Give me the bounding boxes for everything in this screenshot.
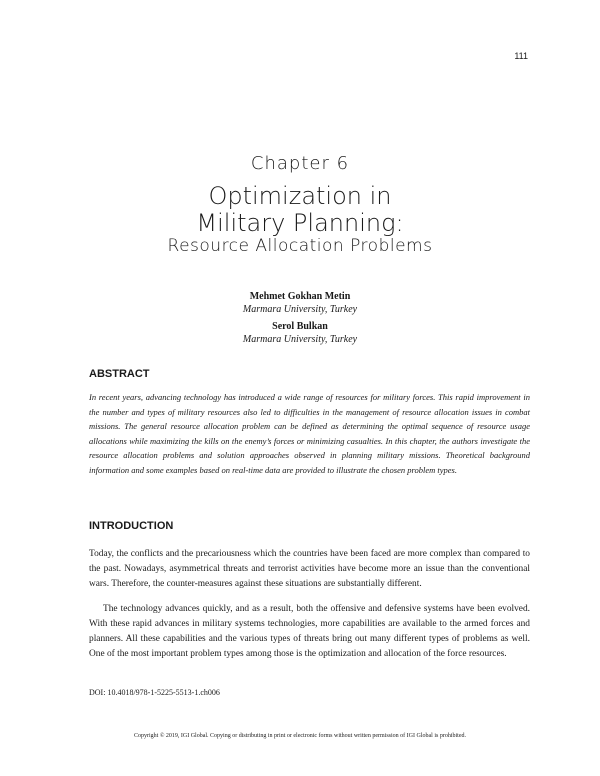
title-line-2: Military Planning:	[196, 209, 404, 237]
doi: DOI: 10.4018/978-1-5225-5513-1.ch006	[89, 688, 220, 697]
author-block-1	[0, 290, 600, 316]
title-line-1: Optimization in	[208, 182, 392, 210]
page-number: 111	[514, 51, 528, 61]
chapter-subtitle: Resource Allocation Problems	[167, 236, 433, 256]
introduction-heading: INTRODUCTION	[89, 520, 174, 532]
chapter-title	[0, 183, 600, 237]
author-name: Mehmet Gokhan Metin	[249, 291, 351, 302]
copyright-notice: Copyright © 2019, IGI Global. Copying or distributing in print or electronic forms without written permission of IGI Global is prohibited.	[133, 733, 466, 739]
author-affiliation: Marmara University, Turkey	[242, 334, 358, 345]
author-affiliation: Marmara University, Turkey	[242, 304, 358, 315]
intro-paragraph-2: The technology advances quickly, and as a result, both the offensive and defensive systems have been evolved. With these rapid advances in military systems technologies, more capabilities are available to the armed forces and planners. All these capabilities and the various types of threats bring out many different types of problems as well. One of the most important problem types among those is the optimization and allocation of the force resources.	[89, 604, 530, 659]
author-name: Serol Bulkan	[272, 321, 328, 332]
abstract-heading: ABSTRACT	[89, 368, 150, 380]
intro-paragraph-1: Today, the conflicts and the precariousness which the countries have been faced are more complex than compared to the past. Nowadays, asymmetrical threats and terrorist activities have become more an issue than the conventional wars. Therefore, the counter-measures against these situations are substantially different.	[89, 549, 530, 589]
abstract-text: In recent years, advancing technology has introduced a wide range of resources for military forces. This rapid improvement in the number and types of military resources also led to difficulties in the management of resource allocation issues in combat missions. The general resource allocation problem can be defined as determining the optimal sequence of resource usage allocations while maximizing the kills on the enemy’s forces or minimizing casualties. In this chapter, the authors investigate the resource allocation problems and solution approaches observed in planning military missions. Theoretical background information and some examples based on real-time data are provided to illustrate the chosen problem types.	[89, 392, 530, 475]
author-block-2	[0, 320, 600, 346]
chapter-label: Chapter 6	[250, 153, 350, 174]
